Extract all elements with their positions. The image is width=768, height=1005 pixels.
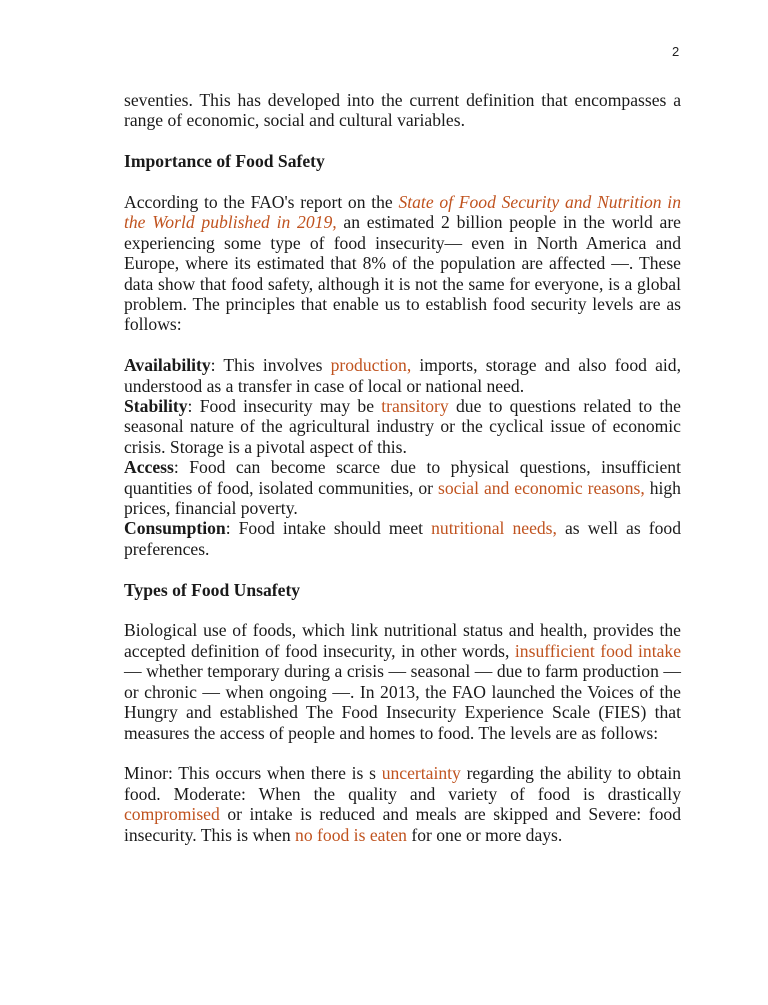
text-run: as well as food preferences. — [124, 518, 681, 559]
highlight-link[interactable]: nutritional needs, — [431, 518, 557, 539]
text-run: imports, storage and also food aid, understood as a transfer in case of local or national need. — [124, 355, 681, 396]
spacer — [124, 131, 681, 151]
fao-report-paragraph — [124, 192, 681, 335]
spacer — [124, 172, 681, 192]
text-run: Minor: This occurs when there is s — [124, 763, 382, 784]
principle-access — [124, 457, 681, 518]
principle-term: Consumption — [124, 518, 226, 539]
section-heading-types: Types of Food Unsafety — [124, 579, 301, 600]
page-number: 2 — [672, 44, 680, 59]
text-run: — whether temporary during a crisis — seasonal — due to farm production — or chronic — when ongoing —. In 2013, the FAO launched the Voices of the Hungry and established The Food Insecurity Experience Scale (FIES) that measures the access of people and homes to food. The levels are as follows: — [124, 661, 681, 743]
principle-consumption — [124, 518, 681, 559]
section-heading-importance: Importance of Food Safety — [124, 151, 325, 172]
biological-use-paragraph — [124, 620, 681, 742]
principle-availability — [124, 355, 681, 396]
text-run: : Food intake should meet — [225, 518, 432, 539]
text-run: regarding the ability to obtain food. Moderate: When the quality and variety of food is drastically — [124, 763, 681, 804]
principle-stability — [124, 396, 681, 457]
text-run: : This involves — [210, 355, 331, 376]
text-run: : Food insecurity may be — [187, 396, 382, 417]
highlight-link[interactable]: compromised — [124, 804, 220, 825]
highlight-link[interactable]: production, — [330, 355, 412, 376]
highlight-link[interactable]: social and economic reasons, — [437, 477, 645, 498]
spacer — [124, 335, 681, 355]
spacer — [124, 600, 681, 620]
principle-term: Access — [124, 457, 174, 478]
levels-paragraph — [124, 763, 681, 845]
spacer — [124, 743, 681, 763]
highlight-link[interactable]: uncertainty — [381, 763, 461, 784]
text-run: for one or more days. — [406, 824, 563, 845]
text-run: or intake is reduced and meals are skipped and Severe: food insecurity. This is when — [124, 804, 681, 845]
principle-term: Availability — [124, 355, 211, 376]
text-run: : Food can become scarce due to physical questions, insufficient quantities of food, isolated communities, or — [124, 457, 681, 498]
text-run: due to questions related to the seasonal nature of the agricultural industry or the cyclical issue of economic crisis. Storage is a pivotal aspect of this. — [124, 396, 681, 457]
intro-paragraph: seventies. This has developed into the current definition that encompasses a range of economic, social and cultural variables. — [124, 90, 681, 131]
spacer — [124, 559, 681, 579]
highlight-link[interactable]: transitory — [381, 396, 449, 417]
text-run: an estimated 2 billion people in the world are experiencing some type of food insecurity— even in North America and Europe, where its estimated that 8% of the population are affected —. These data show that food safety, although it is not the same for everyone, is a global problem. The principles that enable us to establish food security levels are as follows: — [124, 212, 681, 335]
text-run: According to the FAO's report on the — [124, 192, 399, 212]
text-run: Biological use of foods, which link nutritional status and health, provides the accepted definition of food insecurity, in other words, — [124, 620, 681, 661]
principle-term: Stability — [124, 396, 188, 417]
report-link[interactable]: State of Food Security and Nutrition in the World published in 2019, — [124, 192, 681, 233]
highlight-link[interactable]: insufficient food intake — [514, 640, 681, 661]
highlight-link[interactable]: no food is eaten — [295, 824, 407, 845]
document-body — [124, 90, 681, 845]
text-run: high prices, financial poverty. — [124, 477, 681, 519]
